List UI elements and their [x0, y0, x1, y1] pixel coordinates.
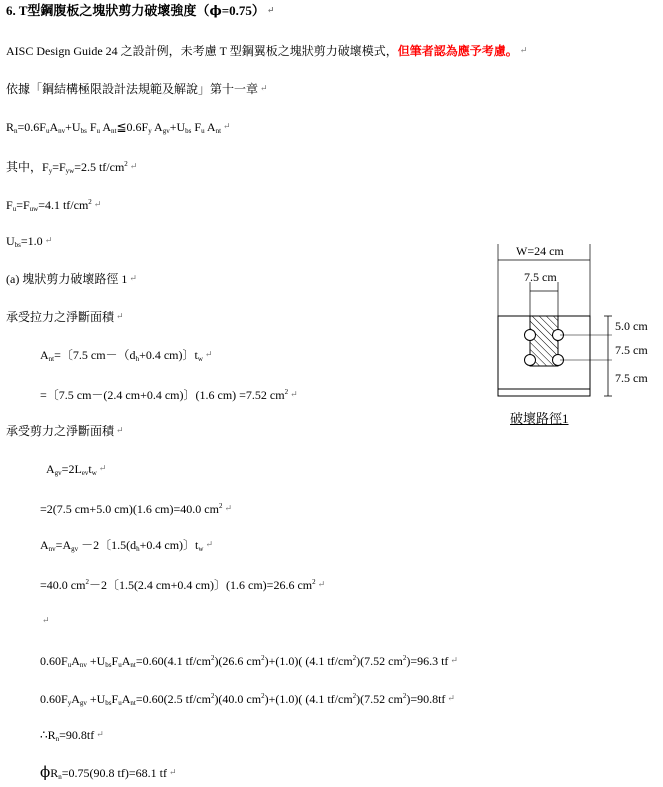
- edge-distance-label: 5.0 cm: [615, 319, 648, 333]
- eq-text: ≦0.6F: [116, 120, 149, 134]
- eq-text: F: [111, 692, 119, 706]
- blank-line: [40, 612, 50, 629]
- eq-text: )(7.52 cm: [356, 692, 403, 706]
- eq-text: A: [204, 120, 216, 134]
- eq-text: =0.6F: [17, 120, 46, 134]
- eq-sub: gv: [79, 699, 87, 707]
- eq-sub: nt: [48, 355, 55, 363]
- eq-text: =1.0: [20, 234, 43, 248]
- paragraph-mark: ↵: [447, 693, 455, 703]
- eq-ant: [40, 346, 212, 367]
- eq-text: =〔7.5 cm－(2.4 cm+0.4 cm)〕(1.6 cm) =7.52 cm: [40, 388, 285, 402]
- eq-text: )(7.52 cm: [356, 654, 403, 668]
- eq-fy: [6, 156, 137, 179]
- eq-sub: w: [91, 469, 97, 477]
- eq-text: 0.60F: [40, 692, 68, 706]
- eq-sup: 2: [210, 654, 215, 662]
- eq-sub: n: [58, 773, 62, 781]
- eq-text: )+(1.0)( (4.1 tf/cm: [264, 654, 353, 668]
- eq-text: )=90.8tf: [406, 692, 446, 706]
- eq-text: F: [191, 120, 202, 134]
- paragraph-mark: ↵: [519, 45, 528, 55]
- author-emphasis: 但筆者認為應予考慮。: [397, 44, 518, 58]
- eq-text: 其中，F: [6, 160, 49, 174]
- bolt-hole-icon: [525, 355, 536, 366]
- subsection-a: [6, 270, 137, 287]
- eq-text: F: [86, 120, 97, 134]
- paragraph-mark: ↵: [168, 767, 177, 777]
- eq-sup: 2: [218, 502, 223, 510]
- eq-sub: gv: [162, 127, 170, 135]
- eq-sub: bs: [105, 699, 112, 707]
- eq-sub: u: [118, 661, 122, 669]
- eq-text: )(26.6 cm: [214, 654, 262, 668]
- inner-dimension-label: 7.5 cm: [524, 270, 557, 284]
- eq-text: =0.60(4.1 tf/cm: [135, 654, 211, 668]
- eq-phi-rn: [40, 764, 176, 785]
- eq-text: =40.0 cm: [40, 578, 86, 592]
- eq-sub: u: [118, 699, 122, 707]
- eq-sub: w: [197, 355, 203, 363]
- eq-sup: 2: [261, 692, 265, 700]
- eq-sub: gv: [71, 545, 79, 553]
- width-label: W=24 cm: [516, 244, 564, 258]
- eq-sub: h: [136, 545, 140, 553]
- eq-sub: y: [148, 127, 152, 135]
- eq-text: A: [121, 654, 131, 668]
- paragraph-mark: ↵: [260, 83, 268, 93]
- eq-ant-value: [40, 384, 298, 403]
- paragraph-mark: ↵: [129, 273, 137, 283]
- bolt-hole-icon: [525, 330, 536, 341]
- diagram-caption: 破壞路徑1: [510, 411, 569, 426]
- bottom-distance-label: 7.5 cm: [615, 371, 648, 385]
- code-reference: [6, 80, 268, 97]
- paragraph-mark: ↵: [204, 349, 213, 359]
- eq-text: =90.8tf: [59, 728, 95, 742]
- eq-text: =F: [16, 198, 30, 212]
- eq-sup: 2: [261, 654, 265, 662]
- eq-text: +0.4 cm)〕t: [139, 538, 199, 552]
- paragraph-mark: ↵: [116, 311, 124, 321]
- eq-text: )(40.0 cm: [214, 692, 262, 706]
- paragraph-mark: ↵: [98, 463, 107, 473]
- eq-sub: gv: [54, 469, 62, 477]
- eq-text: =F: [52, 160, 66, 174]
- eq-ubs: [6, 232, 52, 253]
- eq-text: A: [40, 538, 49, 552]
- intro-text: AISC Design Guide 24 之設計例，未考慮 T 型鋼翼板之塊狀剪力破壞模式，: [6, 44, 398, 58]
- eq-sub: w: [198, 545, 204, 553]
- eq-sub: nt: [130, 661, 136, 669]
- eq-sub: nt: [111, 127, 117, 135]
- shear-title: [6, 422, 124, 439]
- eq-sup: 2: [124, 160, 128, 168]
- eq-text: =2(7.5 cm+5.0 cm)(1.6 cm)=40.0 cm: [40, 502, 219, 516]
- heading-text: T型鋼腹板之塊狀剪力破壞強度（: [18, 3, 210, 18]
- paragraph-mark: ↵: [93, 199, 102, 209]
- eq-text: A: [40, 348, 49, 362]
- eq-sup: 2: [352, 654, 357, 662]
- eq-rupture-check-2: [40, 688, 455, 711]
- eq-agv-value: [40, 498, 232, 517]
- eq-sub: u: [12, 205, 17, 213]
- eq-sub: y: [67, 699, 72, 707]
- eq-text: F: [111, 654, 119, 668]
- eq-sup: 2: [88, 198, 92, 206]
- heading-value: =0.75）: [221, 3, 265, 18]
- paragraph-mark: ↵: [205, 539, 213, 549]
- eq-text: =A: [55, 538, 72, 552]
- eq-sup: 2: [312, 578, 316, 586]
- shear-title-text: 承受剪力之淨斷面積: [6, 424, 115, 438]
- paragraph-mark: ↵: [290, 389, 298, 399]
- eq-text: A: [71, 692, 80, 706]
- eq-fu: [6, 194, 101, 217]
- paragraph-mark: ↵: [224, 503, 232, 513]
- eq-anv: [40, 536, 213, 557]
- eq-sub: u: [201, 127, 205, 135]
- eq-text: R: [6, 120, 15, 134]
- eq-sup: 2: [402, 654, 407, 662]
- eq-text: +U: [86, 692, 106, 706]
- eq-text: =4.1 tf/cm: [38, 198, 89, 212]
- paragraph-mark: ↵: [266, 5, 275, 15]
- eq-sub: bs: [14, 241, 21, 249]
- paragraph-mark: ↵: [42, 615, 50, 625]
- paragraph-mark: ↵: [317, 579, 326, 589]
- eq-text: A: [49, 120, 59, 134]
- subsection-a-text: (a) 塊狀剪力破壞路徑 1: [6, 272, 128, 286]
- eq-sub: nt: [215, 127, 222, 135]
- eq-text: t: [88, 462, 92, 476]
- eq-sup: 2: [402, 692, 407, 700]
- eq-text: =2.5 tf/cm: [74, 160, 125, 174]
- paragraph-mark: ↵: [96, 729, 104, 739]
- eq-sup: 2: [352, 692, 357, 700]
- eq-text: U: [6, 234, 15, 248]
- eq-sub: yw: [65, 167, 75, 175]
- tension-title: [6, 308, 124, 325]
- eq-sub: n: [55, 735, 60, 743]
- eq-sub: y: [48, 167, 53, 175]
- paragraph-mark: ↵: [223, 121, 231, 131]
- eq-rn: [40, 726, 104, 747]
- phi-symbol: ϕ: [209, 4, 222, 19]
- eq-sub: h: [135, 355, 140, 363]
- bolt-spacing-label: 7.5 cm: [615, 343, 648, 357]
- eq-text: )+(1.0)( (4.1 tf/cm: [264, 692, 353, 706]
- eq-text: =2L: [61, 462, 82, 476]
- block-shear-path-diagram: [480, 236, 660, 406]
- eq-sub: bs: [105, 661, 112, 669]
- eq-text: A: [121, 692, 131, 706]
- paragraph-mark: ↵: [450, 655, 458, 665]
- eq-sub: nv: [58, 127, 66, 135]
- eq-text: =〔7.5 cm－（d: [54, 348, 136, 362]
- phi-symbol: ϕ: [40, 763, 51, 781]
- eq-sub: u: [67, 661, 72, 669]
- eq-text: A: [46, 462, 55, 476]
- eq-text: ∴R: [40, 728, 56, 742]
- eq-text: )=96.3 tf: [406, 654, 449, 668]
- eq-rupture-check-1: [40, 650, 458, 673]
- eq-text: －2〔1.5(2.4 cm+0.4 cm)〕(1.6 cm)=26.6 cm: [88, 578, 313, 592]
- eq-text: +0.4 cm)〕t: [139, 348, 198, 362]
- eq-sub: n: [14, 127, 18, 135]
- heading-number: 6.: [6, 3, 16, 18]
- eq-text: +U: [86, 654, 106, 668]
- eq-text: －2〔1.5(d: [78, 538, 137, 552]
- paragraph-mark: ↵: [44, 235, 53, 245]
- paragraph-mark: ↵: [116, 425, 124, 435]
- paragraph-mark: ↵: [129, 161, 138, 171]
- eq-text: 0.60F: [40, 654, 68, 668]
- eq-sup: 2: [210, 692, 215, 700]
- eq-sub: nv: [79, 661, 87, 669]
- eq-text: =0.60(2.5 tf/cm: [135, 692, 211, 706]
- eq-agv: [46, 460, 106, 481]
- eq-sup: 2: [85, 578, 89, 586]
- eq-sub: u: [96, 127, 100, 135]
- eq-block-shear: [6, 118, 231, 139]
- eq-sub: nt: [130, 699, 136, 707]
- eq-text: A: [71, 654, 80, 668]
- intro-paragraph: [6, 42, 527, 59]
- eq-text: +U: [169, 120, 186, 134]
- eq-text: +U: [65, 120, 81, 134]
- eq-sup: 2: [284, 388, 289, 396]
- tension-title-text: 承受拉力之淨斷面積: [6, 310, 115, 324]
- eq-sub: bs: [185, 127, 192, 135]
- eq-sub: ev: [81, 469, 89, 477]
- eq-sub: nv: [48, 545, 56, 553]
- eq-text: R: [50, 766, 59, 780]
- section-heading: [6, 2, 274, 20]
- eq-text: F: [6, 198, 13, 212]
- eq-sub: bs: [80, 127, 87, 135]
- eq-text: =0.75(90.8 tf)=68.1 tf: [61, 766, 167, 780]
- eq-sub: uw: [29, 205, 39, 213]
- eq-text: A: [151, 120, 163, 134]
- eq-anv-value: [40, 574, 325, 593]
- eq-text: A: [100, 120, 112, 134]
- eq-sub: u: [45, 127, 50, 135]
- code-reference-text: 依據「鋼結構極限設計法規範及解說」第十一章: [6, 82, 259, 96]
